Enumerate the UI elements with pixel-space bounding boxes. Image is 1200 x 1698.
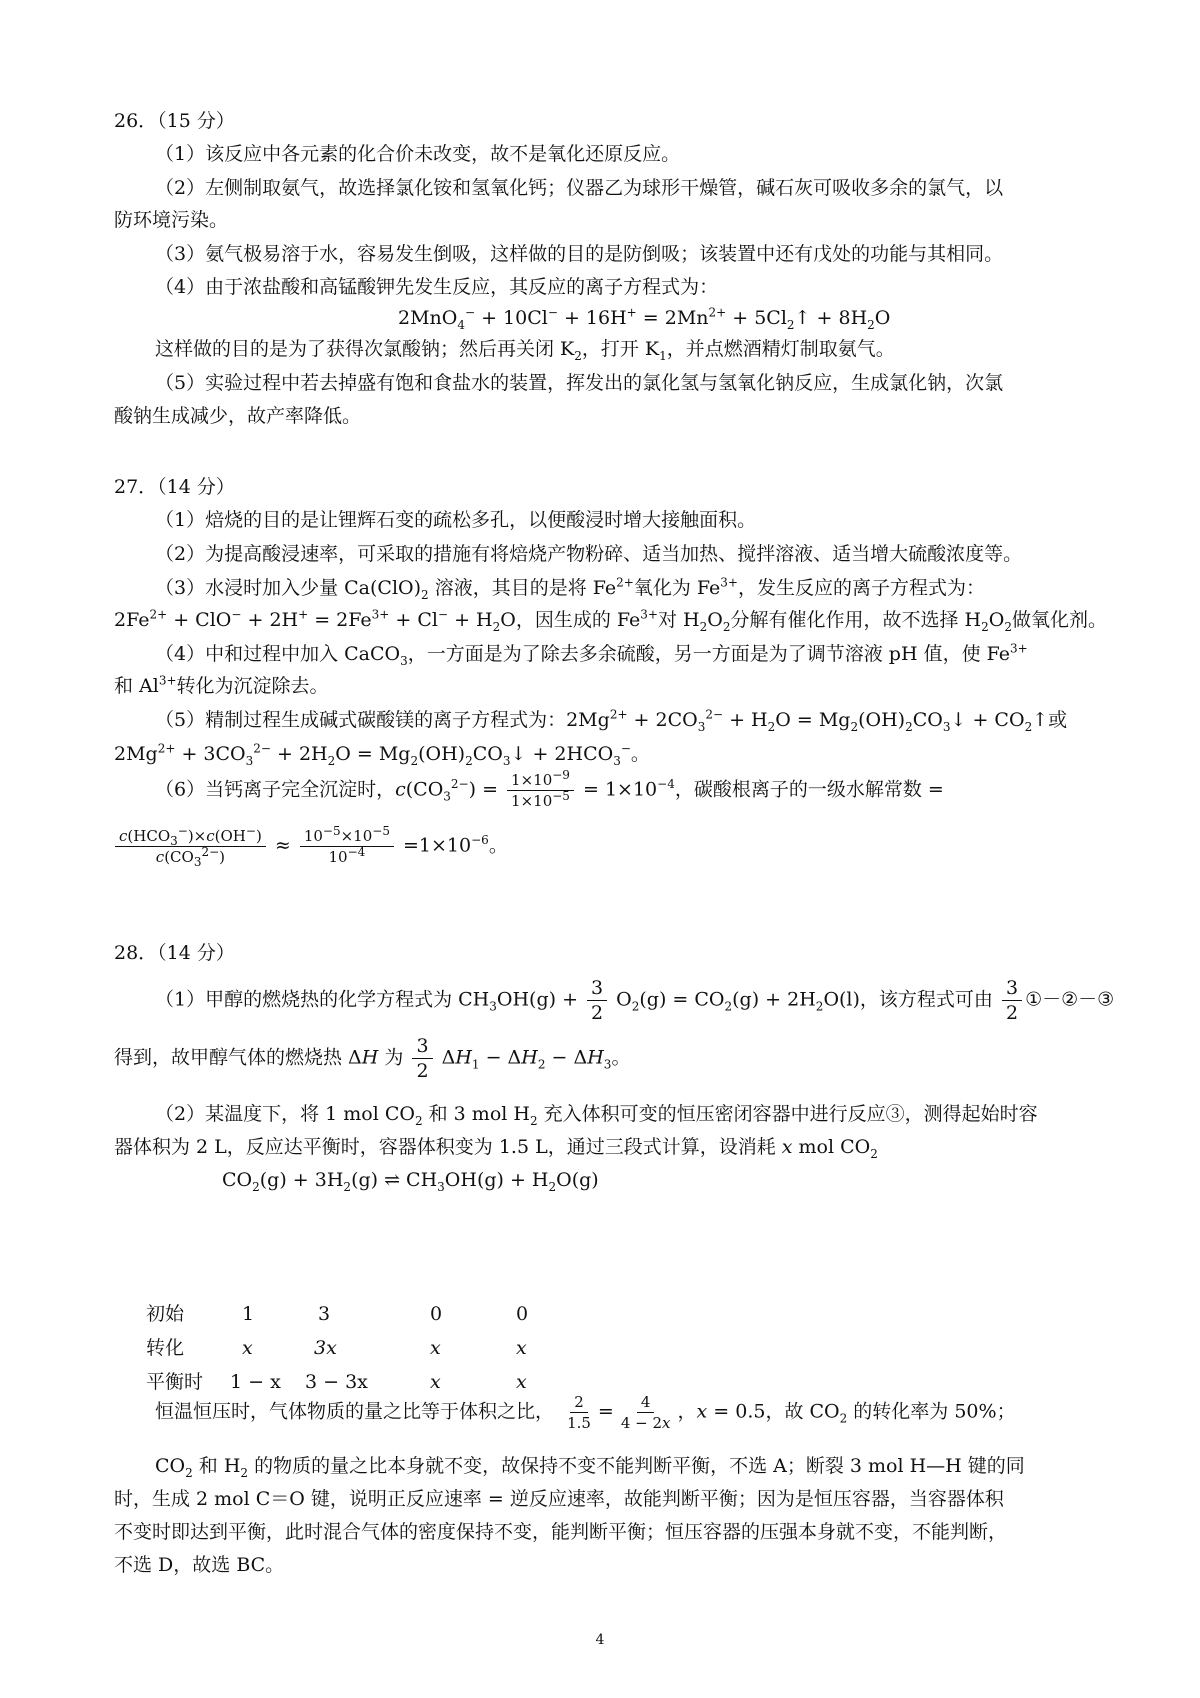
text-seg: ，一方面是为了除去多余硫酸，另一方面是为了调节溶液 pH 值，使 Fe (407, 643, 1010, 665)
q28-part3-line3: 不变时即达到平衡，此时混合气体的密度保持不变，能判断平衡；恒压容器的压强本身就不变，不能判断， (114, 1521, 1008, 1543)
text-seg: 氧化为 Fe (633, 577, 721, 599)
concentration-fraction: $\frac{1\times 10^{-9}}{1\times 10^{-5}}$ (507, 770, 574, 811)
page-number: 4 (595, 1632, 605, 1648)
table-cell: 3x (314, 1337, 337, 1359)
text-seg: （2）某温度下，将 1 mol CO (155, 1103, 415, 1125)
text-seg: 的物质的量之比本身就不变，故保持不变不能判断平衡，不选 A；断裂 3 mol H—H 键的同 (248, 1455, 1025, 1477)
table-cell: 3 (318, 1303, 331, 1325)
text-seg: 和 3 mol H (422, 1103, 530, 1125)
q28-part2-line1: （2）某温度下，将 1 mol $CO_2$ 和 3 mol $H_2$ 充入体积可变的恒压密闭容器中进行反应③，测得起始时容 (155, 1103, 1038, 1128)
q27-part3-line1: （3）水浸时加入少量 $Ca(ClO)_2$ 溶液，其目的是将 $Fe^{2+}$氧化为 $Fe^{3+}$，发生反应的离子方程式为： (155, 575, 985, 602)
text-seg: （3）水浸时加入少量 Ca(ClO) (155, 577, 422, 599)
text-seg: （6）当钙离子完全沉淀时， (155, 778, 396, 801)
q26-part1: （1）该反应中各元素的化合价未改变，故不是氧化还原反应。 (155, 143, 681, 165)
table-cell: 1 (242, 1303, 255, 1325)
table-cell: x (430, 1337, 441, 1359)
text-seg: 充入体积可变的恒压密闭容器中进行反应③，测得起始时容 (537, 1103, 1038, 1125)
text-seg: ，打开 K (581, 338, 660, 360)
q28-part3-line4: 不选 D，故选 BC。 (114, 1554, 285, 1576)
hydrolysis-constant-expression: $\frac{c(HCO_3^-)\times c(OH^-)}{c(CO_3^{2-})}$ ≈ $\frac{10^{-5}\times 10^{-5}}{10^{-4}}$ $=1\times 10^{-6}$。 (112, 826, 508, 867)
q28-heading: 28．（14 分） (114, 942, 235, 964)
methanol-synthesis-equation: $CO_2(g) + 3H_2(g)$ ⇌ $CH_3OH(g) + H_2O(g)$ (222, 1169, 599, 1194)
q26-part4-conclusion: 这样做的目的是为了获得次氯酸钠；然后再关闭 $K_2$，打开 $K_1$，并点燃酒精灯制取氨气。 (155, 338, 895, 363)
q28-part1-line1: （1）甲醇的燃烧热的化学方程式为 $CH_3OH(g)$ + $\frac{3}{2}$ $O_2(g) = CO_2(g) + 2H_2O(l)$，该方程式可由 $\frac{3}{2}$ ①－②－③ (155, 977, 1115, 1024)
text-seg: ，并点燃酒精灯制取氨气。 (666, 338, 895, 360)
table-cell: 0 (516, 1303, 529, 1325)
text-seg: 为 (378, 1046, 404, 1069)
text-seg: （4）中和过程中加入 CaCO (155, 643, 401, 665)
hydrolysis-value-fraction: $\frac{10^{-5}\times 10^{-5}}{10^{-4}}$ (300, 826, 394, 867)
q27-heading: 27．（14 分） (114, 476, 235, 498)
text-seg: （5）精制过程生成碱式碳酸镁的离子方程式为： (155, 709, 567, 731)
three-halves-fraction: $\frac{3}{2}$ (412, 1034, 432, 1083)
q28-part2-line2: 器体积为 2 L，反应达平衡时，容器体积变为 1.5 L，通过三段式计算，设消耗 x mol $CO_2$ (114, 1136, 878, 1161)
table-cell: 1 − x (230, 1371, 281, 1393)
q27-part3-line2: $2Fe^{2+} + ClO^- + 2H^+ = 2Fe^{3+} + Cl^- + H_2O$，因生成的 $Fe^{3+}$对 $H_2O_2$分解有催化作用，故不选择 $H_2O_2$做氧化剂。 (114, 607, 1107, 634)
table-cell: x (516, 1337, 527, 1359)
q27-part4-line2: 和 $Al^{3+}$转化为沉淀除去。 (114, 673, 329, 697)
q26-heading: 26．（15 分） (114, 110, 235, 132)
text-seg: ，因生成的 Fe (515, 609, 641, 631)
table-cell: 3 − 3x (305, 1371, 368, 1393)
text-seg: ①－②－③ (1025, 988, 1115, 1011)
q27-part2: （2）为提高酸浸速率，可采取的措施有将焙烧产物粉碎、适当加热、搅拌溶液、适当增大硫酸浓度等。 (155, 543, 1023, 565)
row-label: 初始 (146, 1303, 185, 1325)
text-seg: mol CO (792, 1136, 871, 1158)
text-seg: = 0.5，故 CO (707, 1400, 840, 1423)
hydrolysis-fraction: $\frac{c(HCO_3^-)\times c(OH^-)}{c(CO_3^{2-})}$ (115, 826, 266, 867)
text-seg: 对 H (658, 609, 700, 631)
q26-part5-line2: 酸钠生成减少，故产率降低。 (114, 405, 362, 427)
table-cell: x (242, 1337, 253, 1359)
text-seg: 或 (1048, 709, 1068, 731)
q26-part4: （4）由于浓盐酸和高锰酸钾先发生反应，其反应的离子方程式为： (155, 276, 719, 298)
three-halves-fraction: $\frac{3}{2}$ (1002, 976, 1022, 1025)
q26-part2-line2: 防环境污染。 (114, 209, 229, 231)
q27-part5-line1: （5）精制过程生成碱式碳酸镁的离子方程式为：$2Mg^{2+} + 2CO_3^{2-} + H_2O$ = $Mg_2(OH)_2CO_3↓$ + $CO_2↑$或 (155, 707, 1068, 734)
table-cell: x (516, 1371, 527, 1393)
q27-part1: （1）焙烧的目的是让锂辉石变的疏松多孔，以便酸浸时增大接触面积。 (155, 509, 757, 531)
text-seg: ，该方程式可由 (859, 988, 993, 1011)
table-cell: x (430, 1371, 441, 1393)
moles-ratio-fraction: $\frac{4}{4 - 2x}$ (620, 1393, 671, 1432)
text-seg: 恒温恒压时，气体物质的量之比等于体积之比， (155, 1400, 555, 1423)
q28-part3-line2: 时，生成 2 mol C＝O 键，说明正反应速率 = 逆反应速率，故能判断平衡；因为是恒压容器，当容器体积 (114, 1488, 1004, 1510)
permanganate-equation: $2MnO_4^- + 10Cl^- + 16H^+ = 2Mn^{2+}$ + $5Cl_2↑ + 8H_2O$ (398, 305, 891, 332)
q27-part5-line2: $2Mg^{2+} + 3CO_3^{2-} + 2H_2O$ = $Mg_2(OH)_2CO_3↓ + 2HCO_3^-$。 (114, 741, 650, 768)
text-seg: 和 Al (114, 675, 159, 697)
text-seg: 的转化率为 50%； (847, 1400, 1016, 1423)
q27-part6-line1: （6）当钙离子完全沉淀时，$c(CO_3^{2-})$ = $\frac{1\times 10^{-9}}{1\times 10^{-5}}$ = $1\times 10^{-4}$，碳酸根离子的一级水解常数 = (155, 768, 944, 810)
text-seg: 做氧化剂。 (1011, 609, 1107, 631)
text-seg: 和 H (192, 1455, 241, 1477)
text-seg: 得到，故甲醇气体的燃烧热 (114, 1046, 349, 1069)
q26-part3: （3）氨气极易溶于水，容易发生倒吸，这样做的目的是防倒吸；该装置中还有戊处的功能与其相同。 (155, 243, 1004, 265)
text-seg: ，碳酸根离子的一级水解常数 = (674, 778, 944, 801)
text-seg: CO (155, 1455, 186, 1477)
text-seg: 器体积为 2 L，反应达平衡时，容器体积变为 1.5 L，通过三段式计算，设消耗 (114, 1136, 782, 1158)
text-seg: ，发生反应的离子方程式为： (737, 577, 985, 599)
q27-part4-line1: （4）中和过程中加入 CaCO$_3$，一方面是为了除去多余硫酸，另一方面是为了调节溶液 pH 值，使 $Fe^{3+}$ (155, 641, 1028, 668)
q28-part1-line2: 得到，故甲醇气体的燃烧热 ΔH 为 $\frac{3}{2}$ $\Delta H_1 - \Delta H_2 - \Delta H_3$。 (114, 1035, 631, 1082)
table-cell: 0 (430, 1303, 443, 1325)
text-seg: 这样做的目的是为了获得次氯酸钠；然后再关闭 K (155, 338, 575, 360)
row-label: 平衡时 (146, 1371, 204, 1393)
text-seg: ， (677, 1400, 697, 1423)
text-seg: 溶液，其目的是将 Fe (428, 577, 617, 599)
q28-part3-line1: $CO_2$ 和 $H_2$ 的物质的量之比本身就不变，故保持不变不能判断平衡，不选 A；断裂 3 mol H—H 键的同 (155, 1455, 1025, 1480)
three-halves-fraction: $\frac{3}{2}$ (587, 976, 607, 1025)
row-label: 转化 (146, 1337, 185, 1359)
text-seg: 转化为沉淀除去。 (176, 675, 329, 697)
q26-part2-line1: （2）左侧制取氨气，故选择氯化铵和氢氧化钙；仪器乙为球形干燥管，碱石灰可吸收多余的氯气，以 (155, 177, 1004, 199)
volume-ratio-fraction: $\frac{2}{1.5}$ (567, 1393, 591, 1432)
q26-part5-line1: （5）实验过程中若去掉盛有饱和食盐水的装置，挥发出的氯化氢与氢氧化钠反应，生成氯化钠，次氯 (155, 372, 1004, 394)
q28-part2-ratio-line: 恒温恒压时，气体物质的量之比等于体积之比， $\frac{2}{1.5}$ = $\frac{4}{4 - 2x}$ ，x = 0.5，故 $CO_2$ 的转化率为 50%； (155, 1393, 1016, 1432)
text-seg: 分解有催化作用，故不选择 H (730, 609, 982, 631)
text-seg: （1）甲醇的燃烧热的化学方程式为 CH (155, 988, 490, 1011)
